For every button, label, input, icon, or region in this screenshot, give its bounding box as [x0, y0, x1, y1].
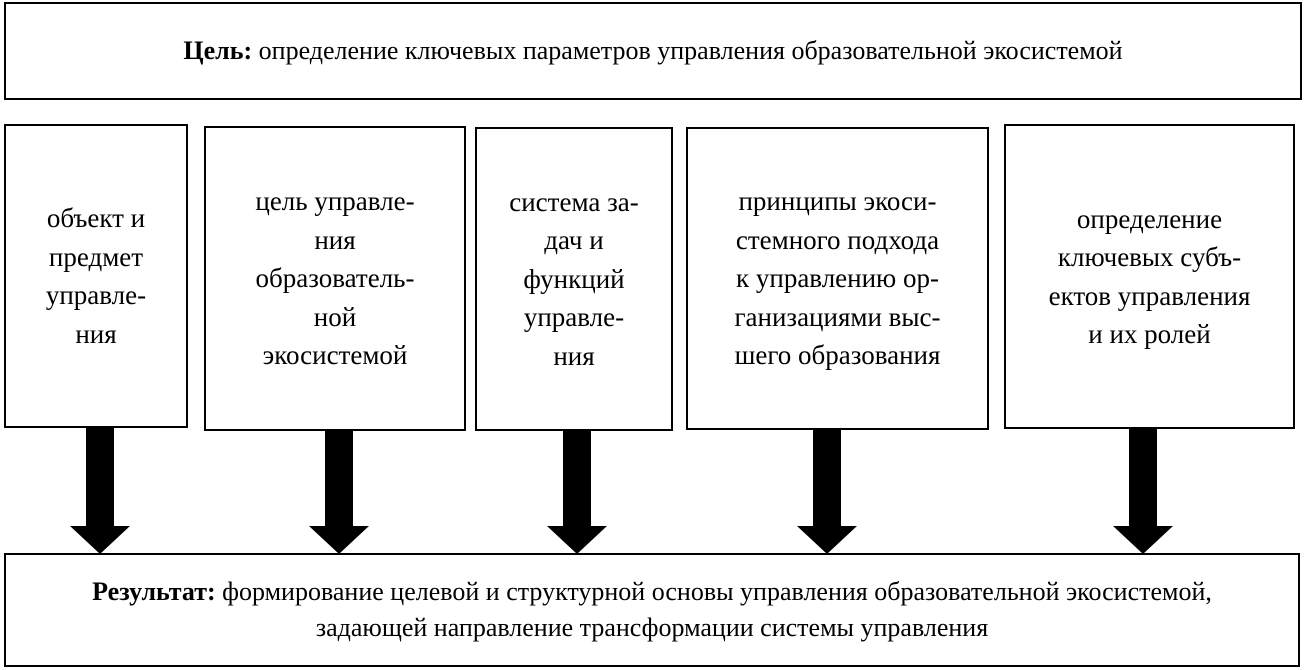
box-text-line: принципы экоси- — [738, 186, 937, 217]
box-text-line: к управлению ор- — [736, 263, 939, 294]
box-text-line: объект и — [46, 203, 146, 233]
box-text-line: цель управле- — [255, 186, 415, 217]
box-text-line: ключевых субъ- — [1057, 242, 1242, 272]
box-text-line: управле- — [45, 280, 147, 310]
box-ecosystem-principles — [686, 127, 989, 430]
box-text-line: и их ролей — [1088, 319, 1211, 349]
box-text-line: ектов управления — [1048, 280, 1251, 311]
arrow-down-icon — [70, 426, 130, 554]
result-text — [46, 574, 1258, 646]
box-object-subject — [4, 124, 188, 428]
box-text-line: образователь- — [255, 263, 415, 294]
box-text-line: ния — [75, 318, 117, 349]
box-text-line: ния — [314, 224, 356, 255]
box-text-line: определение — [1076, 203, 1223, 234]
box-text-line: дач и — [544, 225, 604, 256]
box-tasks-functions — [475, 127, 673, 431]
arrow-down-icon — [797, 429, 857, 554]
arrow-down-icon — [1113, 428, 1173, 554]
box-text-line: система за- — [509, 186, 639, 217]
goal-box — [4, 2, 1302, 100]
box-text-line: ганизациями выс- — [734, 301, 941, 332]
goal-label: Цель: — [183, 36, 253, 65]
box-text-line: функций — [523, 263, 625, 294]
box-text-line: стемного подхода — [735, 224, 940, 255]
box-text-line: предмет — [48, 241, 144, 272]
box-text-line: шего образования — [734, 340, 941, 371]
box-text-line: управле- — [523, 302, 625, 333]
goal-description: определение ключевых параметров управления образовательной экосистемой — [252, 36, 1123, 65]
box-text-line: экосистемой — [262, 340, 408, 371]
box-key-subjects — [1004, 124, 1295, 429]
box-text-line: ния — [553, 340, 595, 371]
result-label: Результат: — [92, 577, 216, 606]
arrow-down-icon — [547, 430, 607, 554]
result-description: формирование целевой и структурной основы управления образовательной экосистемой, задающей направление трансформации системы управления — [215, 577, 1212, 642]
goal-text — [183, 36, 1122, 66]
arrow-down-icon — [309, 430, 369, 554]
box-text-line: ной — [313, 301, 357, 332]
result-box — [4, 553, 1300, 667]
box-management-goal — [204, 126, 466, 431]
